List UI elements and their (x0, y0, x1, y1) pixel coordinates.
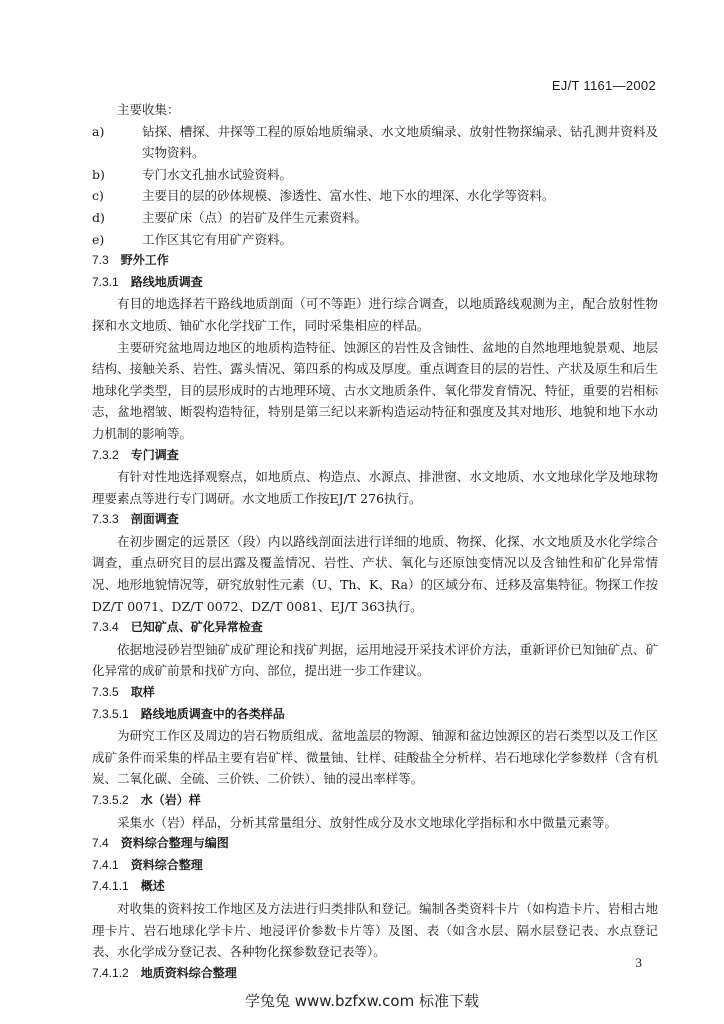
section-title: 已知矿点、矿化异常检查 (130, 620, 263, 635)
section-title: 路线地质调查中的各类样品 (140, 706, 285, 721)
footer-watermark: 学兔兔 www.bzfxw.com 标准下载 (245, 992, 479, 1010)
document-code: EJ/T 1161—2002 (551, 78, 656, 93)
section-title: 水（岩）样 (140, 793, 201, 807)
section-title: 剖面调查 (130, 512, 179, 527)
list-item-text: 主要矿床（点）的岩矿及伴生元素资料。 (142, 209, 368, 225)
section-title: 地质资料综合整理 (140, 965, 237, 980)
list-item (92, 229, 658, 251)
list-item (92, 164, 658, 186)
section-title: 路线地质调查 (130, 274, 203, 289)
list-item-text: 工作区其它有用矿产资料。 (142, 231, 293, 247)
list-item-text: 主要目的层的砂体规模、渗透性、富水性、地下水的埋深、水化学等资料。 (142, 188, 555, 204)
section-number: 7.3.5 (92, 685, 119, 700)
document-body (92, 99, 658, 984)
paragraph: 为研究工作区及周边的岩石物质组成、盆地盖层的物源、铀源和盆边蚀源区的岩石类型以及工作区成矿条件而采集的样品主要有岩矿样、微量铀、钍样、硅酸盐全分析样、岩石地球化学参数样（含有机炭、二氧化碳、全硫、三价铁、二价铁）、铀的浸出率样等。 (92, 728, 658, 787)
section-number: 7.3.3 (92, 512, 119, 527)
list-marker: e) (92, 231, 105, 247)
section-title: 资料综合整理 (130, 857, 203, 872)
section-heading (92, 963, 658, 985)
section-title: 取样 (130, 685, 155, 700)
section-number: 7.3.1 (92, 274, 119, 289)
section-heading (92, 617, 658, 639)
list-item (92, 207, 658, 229)
section-heading (92, 876, 658, 898)
list-marker: b) (92, 166, 105, 182)
section-heading (92, 250, 658, 272)
paragraph: 主要研究盆地周边地区的地质构造特征、蚀源区的岩性及含铀性、盆地的自然地理地貌景观、地层结构、接触关系、岩性、露头情况、第四系的构成及厚度。重点调查目的层的岩性、产状及原生和后生地球化学类型，目的层形成时的古地理环境、古水文地质条件、氧化带发育情况、特征，重要的岩相标志，盆地褶皱、断裂构造特征，特别是第三纪以来新构造运动特征和强度及其对地形、地貌和地下水动力机制的影响等。 (92, 339, 658, 441)
list-marker: d) (92, 209, 105, 225)
section-heading (92, 682, 658, 704)
section-title: 资料综合整理与编图 (120, 836, 229, 851)
section-heading (92, 790, 658, 812)
section-number: 7.3.4 (92, 620, 119, 635)
list-item-text: 专门水文孔抽水试验资料。 (142, 166, 293, 182)
section-number: 7.3.5.1 (92, 706, 129, 721)
section-number: 7.4 (92, 836, 109, 851)
list-marker: a) (92, 123, 105, 139)
paragraph: 有目的地选择若干路线地质剖面（可不等距）进行综合调查，以地质路线观测为主，配合放射性物探和水文地质、铀矿水化学找矿工作，同时采集相应的样品。 (92, 296, 658, 333)
section-number: 7.3 (92, 253, 109, 268)
paragraph: 依据地浸砂岩型铀矿成矿理论和找矿判据，运用地浸开采技术评价方法，重新评价已知铀矿点、矿化异常的成矿前景和找矿方向、部位，提出进一步工作建议。 (92, 641, 658, 679)
section-number: 7.4.1.1 (92, 879, 129, 894)
section-heading (92, 833, 658, 855)
list-item (92, 185, 658, 207)
list-marker: c) (92, 188, 104, 204)
paragraph: 采集水（岩）样品，分析其常量组分、放射性成分及水文地球化学指标和水中微量元素等。 (117, 814, 618, 830)
page-number: 3 (635, 955, 642, 970)
section-heading (92, 509, 658, 531)
section-number: 7.4.1.2 (92, 965, 129, 980)
section-heading (92, 445, 658, 467)
paragraph: 在初步圈定的远景区（段）内以路线剖面法进行详细的地质、物探、化探、水文地质及水化学综合调查，重点研究目的层出露及覆盖情况、岩性、产状、氧化与还原蚀变情况以及含铀性和矿化异常情况、地形地貌情况等，研究放射性元素（U、Th、K、Ra）的区域分布、迁移及富集特征。物探工作按DZ/T 0071、DZ/T 0072、DZ/T 0081、EJ/T 363执行。 (92, 533, 658, 614)
section-number: 7.3.2 (92, 447, 119, 462)
section-number: 7.4.1 (92, 857, 119, 872)
list-item (92, 121, 658, 164)
section-number: 7.3.5.2 (92, 793, 129, 807)
paragraph: 对收集的资料按工作地区及方法进行归类排队和登记。编制各类资料卡片（如构造卡片、岩相古地理卡片、岩石地球化学卡片、地浸评价参数卡片等）及图、表（如含水层、隔水层登记表、水点登记表、水化学成分登记表、各种物化探参数登记表等）。 (92, 900, 658, 960)
section-heading (92, 704, 658, 726)
paragraph: 主要收集： (117, 102, 180, 117)
section-title: 专门调查 (130, 447, 179, 462)
list-item-text: 钻探、槽探、井探等工程的原始地质编录、水文地质编录、放射性物探编录、钻孔测井资料及实物资料。 (142, 123, 658, 161)
section-title: 野外工作 (120, 253, 169, 268)
section-title: 概述 (140, 879, 165, 894)
section-heading (92, 855, 658, 877)
paragraph: 有针对性地选择观察点，如地质点、构造点、水源点、排泄窗、水文地质、水文地球化学及地球物理要素点等进行专门调研。水文地质工作按EJ/T 276执行。 (92, 469, 658, 506)
section-heading (92, 272, 658, 294)
